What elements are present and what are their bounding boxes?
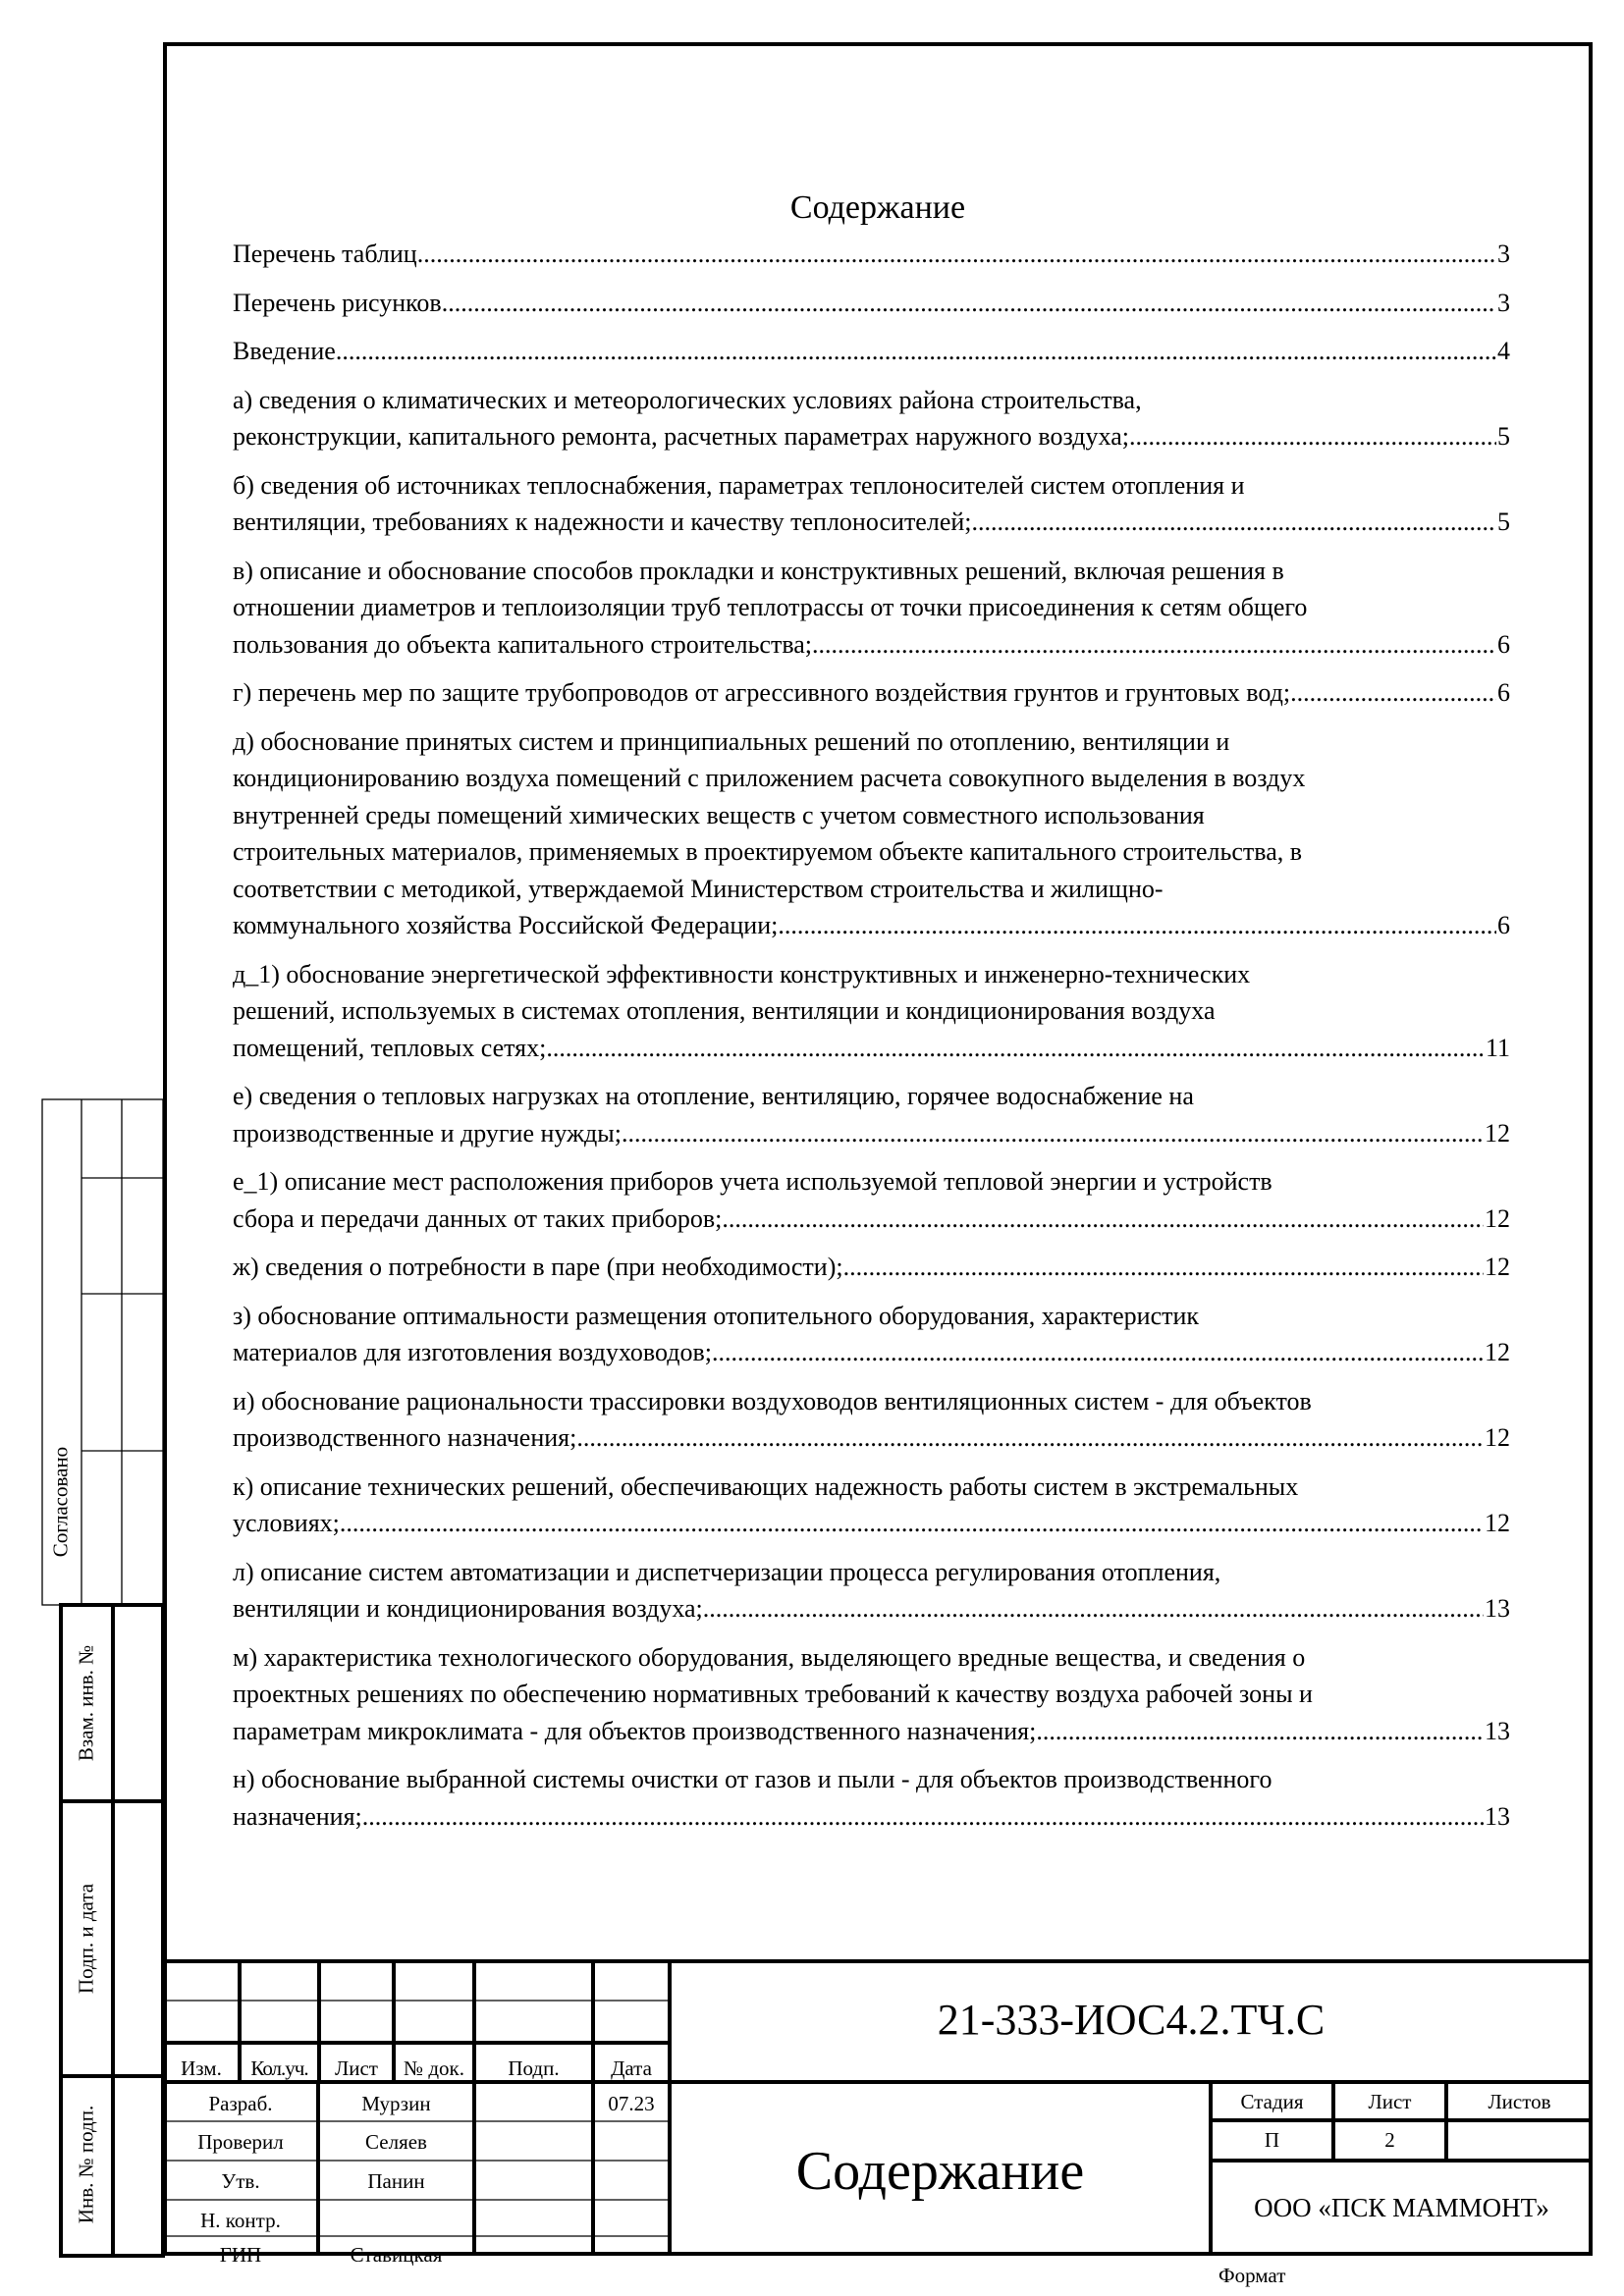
toc-dot-leader: [546, 1030, 1485, 1067]
toc-entry-text: назначения;: [233, 1801, 362, 1831]
toc-entry-last-line: [233, 285, 1510, 322]
toc-entry-text: к) описание технических решений, обеспечивающих надежность работы систем в экстремальных: [233, 1471, 1299, 1501]
toc-dot-leader: [1129, 418, 1496, 455]
toc-entry-last-line: [233, 674, 1510, 712]
toc-entry-text: вентиляции и кондиционирования воздуха;: [233, 1594, 703, 1623]
toc-entry-text: производственного назначения;: [233, 1423, 577, 1452]
toc-entry-last-line: [233, 1419, 1510, 1457]
toc-entry-text: д_1) обоснование энергетической эффективности конструктивных и инженерно-технических: [233, 959, 1251, 988]
toc-page-number: 12: [1485, 1338, 1510, 1366]
toc-entry-text: и) обоснование рациональности трассировки воздуховодов вентиляционных систем - для объектов: [233, 1386, 1312, 1415]
toc-entry-last-line: [233, 907, 1510, 944]
toc-entry: [233, 285, 1510, 322]
toc-entry-last-line: [233, 626, 1510, 664]
toc-entry-text: помещений, тепловых сетях;: [233, 1033, 547, 1062]
toc-entry-last-line: [233, 1115, 1510, 1152]
toc-page-number: 13: [1485, 1801, 1510, 1831]
col-header-doc: № док.: [404, 2056, 464, 2080]
toc-entry-text: Введение: [233, 337, 336, 365]
col-header-count: Кол.уч.: [250, 2056, 308, 2080]
name-chief-engineer: Ставицкая: [350, 2243, 443, 2267]
original-inventory-label: Инв. № подп.: [74, 2105, 98, 2224]
sheets-header: Листов: [1488, 2090, 1551, 2113]
toc-entry-text: з) обоснование оптимальности размещения отопительного оборудования, характеристик: [233, 1301, 1200, 1330]
toc-entry-text: производственные и другие нужды;: [233, 1118, 622, 1148]
toc-entry-text: г) перечень мер по защите трубопроводов от агрессивного воздействия грунтов и грунтовых вод;: [233, 678, 1291, 707]
role-developed: Разраб.: [208, 2092, 273, 2115]
toc-entry: [233, 236, 1510, 273]
toc-entry-text: строительных материалов, применяемых в проектируемом объекте капитального строительства, в: [233, 837, 1303, 866]
table-of-contents: [233, 236, 1510, 1846]
toc-entry-text: е_1) описание мест расположения приборов учета используемой тепловой энергии и устройств: [233, 1167, 1272, 1196]
name-approved: Панин: [367, 2169, 425, 2193]
toc-entry: [233, 1383, 1510, 1457]
toc-dot-leader: [778, 907, 1496, 944]
toc-page-number: 12: [1485, 1118, 1510, 1148]
toc-entry-text: вентиляции, требованиях к надежности и качеству теплоносителей;: [233, 507, 972, 536]
toc-page-number: 13: [1485, 1716, 1510, 1745]
toc-dot-leader: [622, 1115, 1484, 1152]
role-checked: Проверил: [197, 2130, 284, 2154]
format-label: Формат: [1218, 2264, 1286, 2287]
toc-page-number: 12: [1485, 1509, 1510, 1537]
toc-entry-text: проектных решениях по обеспечению нормативных требований к качеству воздуха рабочей зоны и: [233, 1680, 1313, 1708]
toc-entry-last-line: [233, 1798, 1510, 1836]
toc-entry: [233, 553, 1510, 664]
toc-entry: [233, 1298, 1510, 1371]
toc-entry-text: кондиционированию воздуха помещений с приложением расчета совокупного выделения в воздух: [233, 764, 1306, 792]
toc-entry-text: а) сведения о климатических и метеорологических условиях района строительства,: [233, 385, 1142, 414]
col-header-change: Изм.: [181, 2056, 222, 2080]
toc-entry: [233, 723, 1510, 944]
toc-entry: [233, 1078, 1510, 1151]
toc-entry-last-line: [233, 1030, 1510, 1067]
toc-page-number: 11: [1485, 1033, 1510, 1062]
toc-entry: [233, 382, 1510, 455]
toc-page-number: 12: [1485, 1203, 1510, 1233]
name-checked: Селяев: [365, 2130, 427, 2154]
contents-title: Содержание: [789, 189, 966, 226]
toc-entry-text: б) сведения об источниках теплоснабжения, параметрах теплоносителей систем отопления и: [233, 470, 1245, 500]
toc-dot-leader: [812, 626, 1496, 664]
toc-dot-leader: [972, 504, 1496, 541]
toc-entry-last-line: [233, 1713, 1510, 1750]
toc-dot-leader: [722, 1201, 1484, 1238]
toc-entry: [233, 956, 1510, 1067]
toc-entry-text: параметрам микроклимата - для объектов производственного назначения;: [233, 1716, 1037, 1745]
col-header-sheet: Лист: [335, 2056, 378, 2080]
toc-entry-last-line: [233, 418, 1510, 455]
toc-entry-text: отношении диаметров и теплоизоляции труб теплотрассы от точки присоединения к сетям общего: [233, 593, 1308, 621]
sheet-header: Лист: [1368, 2090, 1412, 2113]
toc-entry: [233, 333, 1510, 370]
toc-entry-last-line: [233, 1590, 1510, 1628]
toc-entry-text: Перечень таблиц: [233, 240, 417, 268]
toc-dot-leader: [1036, 1713, 1484, 1750]
toc-entry-last-line: [233, 1249, 1510, 1286]
toc-entry-text: решений, используемых в системах отопления, вентиляции и кондиционирования воздуха: [233, 996, 1216, 1025]
toc-page-number: 5: [1497, 422, 1510, 451]
toc-entry-last-line: [233, 1201, 1510, 1238]
toc-page-number: 3: [1497, 288, 1510, 317]
date-developed: 07.23: [608, 2092, 655, 2115]
toc-entry-last-line: [233, 1505, 1510, 1542]
toc-dot-leader: [843, 1249, 1484, 1286]
name-developed: Мурзин: [361, 2092, 431, 2115]
toc-page-number: 5: [1497, 507, 1510, 536]
toc-page-number: 12: [1485, 1253, 1510, 1281]
toc-entry-text: коммунального хозяйства Российской Федерации;: [233, 911, 779, 939]
toc-entry-text: внутренней среды помещений химических веществ с учетом совместного использования: [233, 800, 1205, 829]
toc-dot-leader: [576, 1419, 1484, 1457]
toc-page-number: 3: [1497, 240, 1510, 268]
toc-entry-text: условиях;: [233, 1509, 340, 1537]
toc-page-number: 12: [1485, 1423, 1510, 1452]
toc-entry: [233, 674, 1510, 712]
toc-entry-text: ж) сведения о потребности в паре (при необходимости);: [233, 1253, 843, 1281]
toc-entry-text: д) обоснование принятых систем и принципиальных решений по отоплению, вентиляции и: [233, 726, 1230, 756]
toc-entry-text: н) обоснование выбранной системы очистки от газов и пыли - для объектов производственного: [233, 1765, 1272, 1793]
toc-entry: [233, 1249, 1510, 1286]
toc-entry: [233, 1639, 1510, 1750]
agreed-label: Согласовано: [48, 1446, 73, 1558]
toc-page-number: 6: [1497, 911, 1510, 939]
toc-entry-text: сбора и передачи данных от таких приборов;: [233, 1203, 723, 1233]
toc-entry-text: е) сведения о тепловых нагрузках на отопление, вентиляцию, горячее водоснабжение на: [233, 1082, 1194, 1110]
toc-entry-last-line: [233, 1334, 1510, 1371]
toc-entry-text: л) описание систем автоматизации и диспетчеризации процесса регулирования отопления,: [233, 1557, 1221, 1586]
toc-page-number: 6: [1497, 678, 1510, 707]
stage-header: Стадия: [1240, 2090, 1304, 2113]
toc-entry-text: в) описание и обоснование способов прокладки и конструктивных решений, включая решения в: [233, 556, 1284, 585]
stage-value: П: [1264, 2128, 1280, 2152]
role-approved: Утв.: [221, 2169, 260, 2193]
replaced-inventory-label: Взам. инв. №: [74, 1644, 98, 1762]
toc-entry: [233, 467, 1510, 541]
sheet-number: 2: [1384, 2128, 1395, 2152]
toc-entry: [233, 1761, 1510, 1835]
toc-entry-last-line: [233, 236, 1510, 273]
toc-entry-text: реконструкции, капитального ремонта, расчетных параметрах наружного воздуха;: [233, 422, 1129, 451]
toc-entry-last-line: [233, 333, 1510, 370]
toc-entry: [233, 1163, 1510, 1237]
toc-dot-leader: [362, 1798, 1484, 1836]
role-norm-control: Н. контр.: [200, 2209, 281, 2232]
toc-entry-last-line: [233, 504, 1510, 541]
col-header-date: Дата: [611, 2056, 652, 2080]
toc-entry-text: м) характеристика технологического оборудования, выделяющего вредные вещества, и сведения о: [233, 1642, 1306, 1672]
toc-entry: [233, 1468, 1510, 1542]
toc-page-number: 6: [1497, 629, 1510, 659]
toc-dot-leader: [1290, 674, 1496, 712]
document-code: 21-333-ИОС4.2.ТЧ.С: [937, 1996, 1326, 2044]
toc-dot-leader: [417, 236, 1496, 273]
toc-dot-leader: [712, 1334, 1484, 1371]
toc-entry-text: соответствии с методикой, утверждаемой Министерством строительства и жилищно-: [233, 874, 1164, 903]
toc-dot-leader: [336, 333, 1496, 370]
role-chief-engineer: ГИП: [219, 2243, 262, 2267]
sheet-title: Содержание: [795, 2141, 1085, 2202]
col-header-signature: Подп.: [508, 2056, 560, 2080]
toc-page-number: 13: [1485, 1594, 1510, 1623]
toc-dot-leader: [442, 285, 1496, 322]
signature-date-label: Подп. и дата: [74, 1883, 98, 1995]
toc-entry-text: Перечень рисунков: [233, 288, 442, 317]
toc-entry-text: пользования до объекта капитального строительства;: [233, 629, 813, 659]
toc-dot-leader: [703, 1590, 1484, 1628]
organization-name: ООО «ПСК МАММОНТ»: [1254, 2193, 1549, 2222]
toc-page-number: 4: [1497, 337, 1510, 365]
toc-dot-leader: [340, 1505, 1484, 1542]
toc-entry-text: материалов для изготовления воздуховодов;: [233, 1338, 712, 1366]
toc-entry: [233, 1554, 1510, 1628]
